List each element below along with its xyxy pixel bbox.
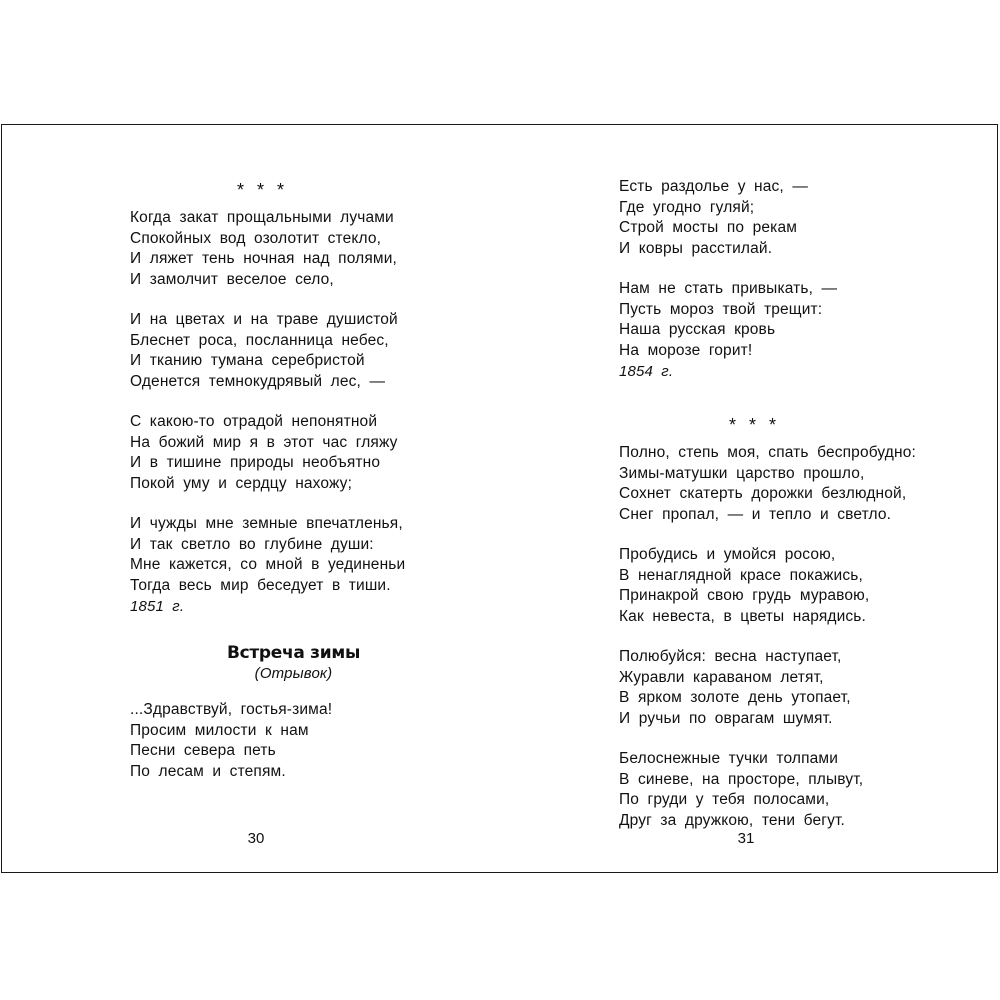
poem-line: Блеснет роса, посланница небес, (130, 331, 389, 349)
stanza (619, 647, 959, 729)
poem-line: Песни севера петь (130, 742, 276, 759)
poem-line: Принакрой свою грудь муравою, (619, 587, 870, 604)
stanza (619, 545, 959, 627)
poem-line: Строй мосты по рекам (619, 219, 798, 236)
poem-line: Сохнет скатерть дорожки безлюдной, (619, 485, 907, 502)
poem-line: Журавли караваном летят, (619, 668, 824, 686)
left-page (2, 125, 502, 872)
poem-subtitle: (Отрывок) (254, 665, 333, 682)
poem-line: И тканию тумана серебристой (130, 352, 365, 369)
poem-line: Есть раздолье у нас, — (619, 178, 808, 195)
poem-line: Просим милости к нам (130, 721, 309, 739)
poem-line: И так светло во глубине души: (130, 535, 374, 553)
right-page (502, 125, 999, 872)
poem-line: Белоснежные тучки толпами (619, 750, 839, 767)
poem-line: И ляжет тень ночная над полями, (130, 250, 397, 267)
stanza (130, 700, 460, 782)
stanza (130, 412, 460, 494)
stanza (619, 177, 959, 259)
right-column (619, 177, 959, 831)
poem-line: Покой уму и сердцу нахожу; (130, 474, 353, 492)
poem-line: И чужды мне земные впечатленья, (130, 515, 403, 532)
poem-line: И замолчит веселое село, (130, 270, 334, 288)
stanza (130, 208, 460, 290)
poem-line: Где угодно гуляй; (619, 198, 755, 216)
poem-line: Как невеста, в цветы нарядись. (619, 607, 866, 625)
section-divider-stars: * * * (729, 415, 779, 435)
page-number: 31 (737, 830, 755, 847)
poem-line: В ненаглядной красе покажись, (619, 566, 863, 584)
stanza (130, 514, 460, 596)
poem-line: Зимы-матушки царство прошло, (619, 464, 865, 482)
stanza (619, 279, 959, 361)
poem-title: Встреча зимы (226, 643, 361, 663)
poem-line: В ярком золоте день утопает, (619, 689, 851, 706)
stanza (619, 749, 959, 831)
poem-line: Мне кажется, со мной в уединеньи (130, 556, 406, 573)
poem-line: Друг за дружкою, тени бегут. (619, 811, 845, 829)
poem-line: Спокойных вод озолотит стекло, (130, 229, 382, 247)
poem-line: С какою-то отрадой непонятной (130, 413, 378, 430)
section-divider-stars: * * * (237, 180, 287, 200)
poem-line: На морозе горит! (619, 341, 753, 359)
stanza (130, 310, 460, 392)
poem-line: В синеве, на просторе, плывут, (619, 770, 864, 788)
poem-line: Оденется темнокудрявый лес, — (130, 372, 386, 390)
poem-line: И ручьи по оврагам шумят. (619, 709, 833, 727)
poem-date: 1854 г. (619, 363, 674, 380)
poem-line: Тогда весь мир беседует в тиши. (130, 576, 391, 594)
left-column (130, 180, 460, 782)
poem-line: Пробудись и умойся росою, (619, 546, 836, 563)
poem-line: Пусть мороз твой трещит: (619, 300, 823, 318)
poem-line: По груди у тебя полосами, (619, 791, 830, 808)
poem-line: Полно, степь моя, спать беспробудно: (619, 444, 916, 461)
poem-line: Когда закат прощальными лучами (130, 209, 394, 226)
poem-line: Нам не стать привыкать, — (619, 280, 838, 297)
poem-line: На божий мир я в этот час гляжу (130, 433, 398, 451)
poem-line: И на цветах и на траве душистой (130, 311, 398, 328)
poem-line: Наша русская кровь (619, 321, 776, 338)
poem-date: 1851 г. (130, 598, 185, 615)
poem-line: И в тишине природы необъятно (130, 454, 381, 471)
book-spread (1, 124, 998, 873)
poem-line: ...Здравствуй, гостья-зима! (130, 701, 333, 718)
poem-line: И ковры расстилай. (619, 239, 773, 257)
poem-line: По лесам и степям. (130, 762, 286, 780)
poem-line: Снег пропал, — и тепло и светло. (619, 505, 892, 523)
poem-line: Полюбуйся: весна наступает, (619, 648, 842, 665)
stanza (619, 443, 959, 525)
page-number: 30 (247, 830, 265, 847)
